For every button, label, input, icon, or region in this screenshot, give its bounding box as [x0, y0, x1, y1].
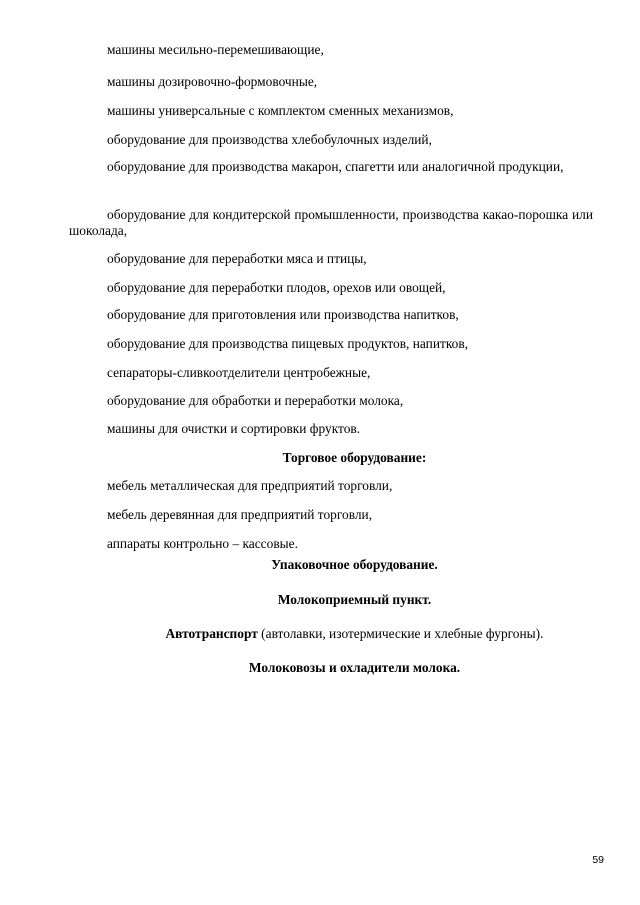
list-item: оборудование для переработки мяса и птицы, [107, 251, 367, 266]
section-heading-milk-point: Молокоприемный пункт. [277, 592, 432, 607]
list-item: машины универсальные с комплектом сменных механизмов, [107, 103, 454, 118]
transport-line [69, 626, 640, 642]
list-item: оборудование для производства хлебобулочных изделий, [107, 132, 432, 147]
list-item: оборудование для производства макарон, спагетти или аналогичной продукции, [107, 159, 564, 174]
page-number: 59 [592, 854, 604, 866]
list-item: оборудование для обработки и переработки молока, [107, 393, 404, 408]
list-item: мебель деревянная для предприятий торговли, [107, 507, 373, 522]
section-heading-trade: Торговое оборудование: [282, 450, 427, 465]
list-item: оборудование для переработки плодов, орехов или овощей, [107, 280, 446, 295]
list-item: машины для очистки и сортировки фруктов. [107, 421, 361, 436]
transport-bold-term: Автотранспорт [165, 626, 258, 641]
transport-description: (автолавки, изотермические и хлебные фургоны). [257, 626, 544, 641]
list-item: машины месильно-перемешивающие, [107, 42, 324, 57]
section-heading-milk-trucks: Молоковозы и охладители молока. [248, 660, 461, 675]
list-item: сепараторы-сливкоотделители центробежные, [107, 365, 371, 380]
list-item: оборудование для производства пищевых продуктов, напитков, [107, 336, 469, 351]
section-heading-packaging: Упаковочное оборудование. [271, 557, 438, 572]
list-item: оборудование для кондитерской промышленности, производства какао-порошка или шоколада, [69, 207, 593, 238]
list-item: аппараты контрольно – кассовые. [107, 536, 298, 551]
list-item: мебель металлическая для предприятий торговли, [107, 478, 393, 493]
list-item: машины дозировочно-формовочные, [107, 74, 318, 89]
list-item: оборудование для приготовления или производства напитков, [107, 307, 459, 322]
